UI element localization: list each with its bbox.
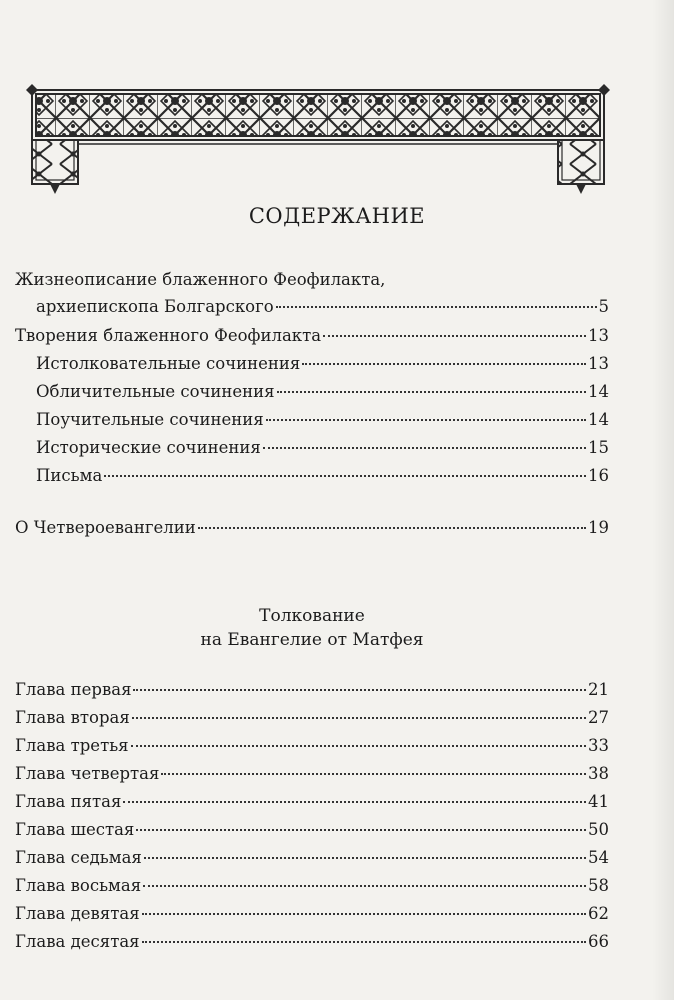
toc-subentry[interactable]: [36, 466, 609, 488]
page-number: 16: [588, 466, 609, 485]
toc-subentry[interactable]: [36, 354, 609, 376]
section-heading-line1: Толкование: [259, 606, 365, 626]
page-number: 54: [588, 848, 609, 867]
dot-leader: [132, 717, 586, 719]
entry-label: Глава девятая: [15, 904, 140, 923]
page-number: 21: [588, 680, 609, 699]
toc-chapter-entry[interactable]: [15, 820, 609, 842]
entry-label: Письма: [36, 466, 103, 485]
dot-leader: [136, 829, 586, 831]
entry-label: Глава восьмая: [15, 876, 142, 895]
entry-label: Глава шестая: [15, 820, 135, 839]
dot-leader: [276, 306, 597, 308]
entry-label: Глава первая: [15, 680, 132, 699]
entry-label: Обличительные сочинения: [36, 382, 275, 401]
page-number: 5: [598, 297, 609, 316]
toc-entry-life[interactable]: [36, 297, 609, 319]
toc-chapter-entry[interactable]: [15, 932, 609, 954]
toc-entry-four-gospels[interactable]: [15, 518, 609, 540]
dot-leader: [277, 391, 586, 393]
dot-leader: [131, 745, 586, 747]
toc-entry-works[interactable]: [15, 326, 609, 348]
dot-leader: [104, 475, 586, 477]
toc-chapter-entry[interactable]: [15, 708, 609, 730]
entry-label: Исторические сочинения: [36, 438, 261, 457]
dot-leader: [263, 447, 586, 449]
page-number: 13: [588, 354, 609, 373]
toc-subentry[interactable]: [36, 438, 609, 460]
toc-chapter-entry[interactable]: [15, 680, 609, 702]
entry-label: Глава третья: [15, 736, 129, 755]
page-number: 33: [588, 736, 609, 755]
entry-label: Глава пятая: [15, 792, 122, 811]
dot-leader: [144, 857, 586, 859]
page-edge-shadow: [652, 0, 674, 1000]
toc-chapter-entry[interactable]: [15, 848, 609, 870]
page-number: 58: [588, 876, 609, 895]
toc-chapter-entry[interactable]: [15, 904, 609, 926]
page-number: 62: [588, 904, 609, 923]
entry-label: Поучительные сочинения: [36, 410, 264, 429]
dot-leader: [198, 527, 586, 529]
entry-label: Глава четвертая: [15, 764, 160, 783]
page-number: 14: [588, 382, 609, 401]
dot-leader: [161, 773, 586, 775]
page-number: 14: [588, 410, 609, 429]
dot-leader: [133, 689, 586, 691]
toc-chapter-entry[interactable]: [15, 736, 609, 758]
entry-label: Истолковательные сочинения: [36, 354, 301, 373]
page-number: 50: [588, 820, 609, 839]
toc-chapter-entry[interactable]: [15, 792, 609, 814]
entry-label: Творения блаженного Феофилакта: [15, 326, 322, 345]
entry-label: Глава вторая: [15, 708, 130, 727]
page-number: 41: [588, 792, 609, 811]
dot-leader: [142, 913, 586, 915]
entry-label: Глава седьмая: [15, 848, 142, 867]
dot-leader: [266, 419, 586, 421]
page-number: 66: [588, 932, 609, 951]
dot-leader: [323, 335, 586, 337]
page-number: 27: [588, 708, 609, 727]
dot-leader: [302, 363, 586, 365]
page-number: 15: [588, 438, 609, 457]
toc-entry-life-line1[interactable]: Жизнеописание блаженного Феофилакта,: [15, 270, 386, 289]
toc-subentry[interactable]: [36, 382, 609, 404]
section-heading-line2: на Евангелие от Матфея: [200, 630, 424, 650]
dot-leader: [143, 885, 586, 887]
toc-subentry[interactable]: [36, 410, 609, 432]
toc-chapter-entry[interactable]: [15, 876, 609, 898]
page-number: 38: [588, 764, 609, 783]
page-number: 19: [588, 518, 609, 537]
dot-leader: [142, 941, 586, 943]
byzantine-frame-headpiece-icon: [22, 84, 614, 196]
entry-label: О Четвероевангелии: [15, 518, 196, 537]
entry-label: Глава десятая: [15, 932, 140, 951]
page-title: СОДЕРЖАНИЕ: [248, 204, 426, 228]
toc-chapter-entry[interactable]: [15, 764, 609, 786]
dot-leader: [123, 801, 586, 803]
entry-label: архиепископа Болгарского: [36, 297, 274, 316]
page-number: 13: [588, 326, 609, 345]
